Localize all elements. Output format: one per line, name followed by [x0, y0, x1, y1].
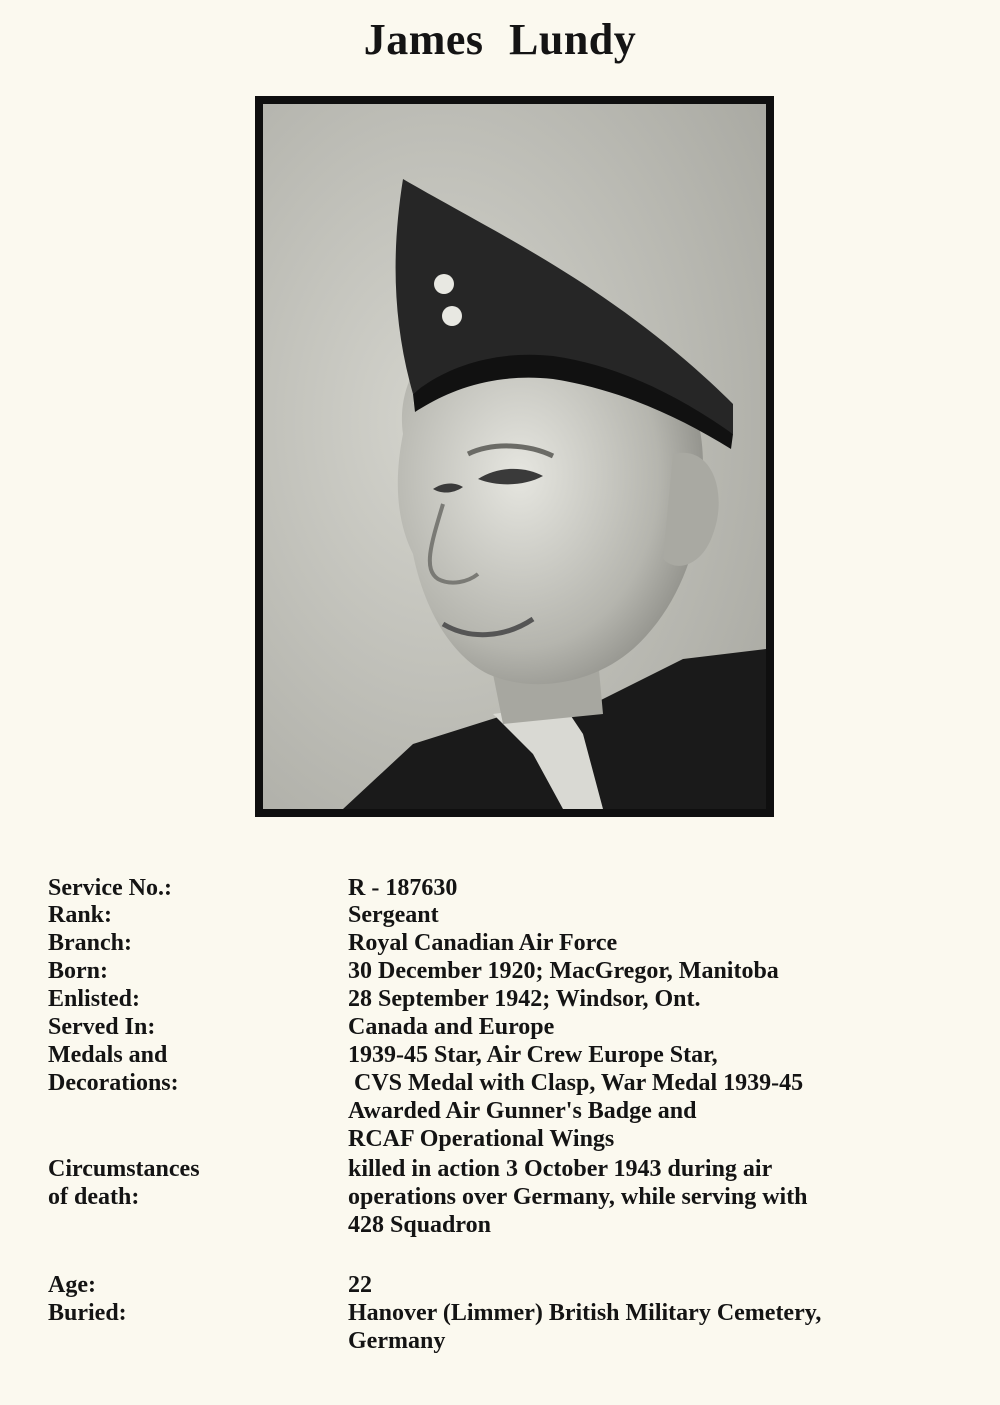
- portrait-photo-frame: [255, 96, 774, 817]
- enlisted-value: 28 September 1942; Windsor, Ont.: [348, 986, 701, 1012]
- born-value: 30 December 1920; MacGregor, Manitoba: [348, 958, 779, 984]
- portrait-photo: [263, 104, 766, 809]
- circumstances-line: operations over Germany, while serving with: [348, 1184, 808, 1210]
- of-death-label: of death:: [48, 1184, 140, 1210]
- served-in-label: Served In:: [48, 1014, 156, 1040]
- branch-label: Branch:: [48, 930, 132, 956]
- age-label: Age:: [48, 1272, 96, 1298]
- service-number-label: Service No.:: [48, 875, 172, 901]
- enlisted-label: Enlisted:: [48, 986, 141, 1012]
- decorations-label: Decorations:: [48, 1070, 179, 1096]
- medals-line: CVS Medal with Clasp, War Medal 1939-45: [348, 1070, 804, 1096]
- circumstances-label: Circumstances: [48, 1156, 200, 1182]
- service-number-value: R - 187630: [348, 875, 458, 901]
- circumstances-line: killed in action 3 October 1943 during air: [348, 1156, 773, 1182]
- served-in-value: Canada and Europe: [348, 1014, 555, 1040]
- page-title: James Lundy: [363, 15, 637, 64]
- buried-label: Buried:: [48, 1300, 127, 1326]
- rank-value: Sergeant: [348, 902, 439, 928]
- age-value: 22: [348, 1272, 372, 1298]
- circumstances-line: 428 Squadron: [348, 1212, 491, 1238]
- born-label: Born:: [48, 958, 108, 984]
- medals-line: 1939-45 Star, Air Crew Europe Star,: [348, 1042, 718, 1068]
- rank-label: Rank:: [48, 902, 113, 928]
- buried-line: Hanover (Limmer) British Military Cemetery,: [348, 1300, 822, 1326]
- medals-label: Medals and: [48, 1042, 168, 1068]
- portrait-illustration: [263, 104, 766, 809]
- buried-line: Germany: [348, 1328, 446, 1354]
- branch-value: Royal Canadian Air Force: [348, 930, 618, 956]
- medals-line: RCAF Operational Wings: [348, 1126, 615, 1152]
- medals-line: Awarded Air Gunner's Badge and: [348, 1098, 697, 1124]
